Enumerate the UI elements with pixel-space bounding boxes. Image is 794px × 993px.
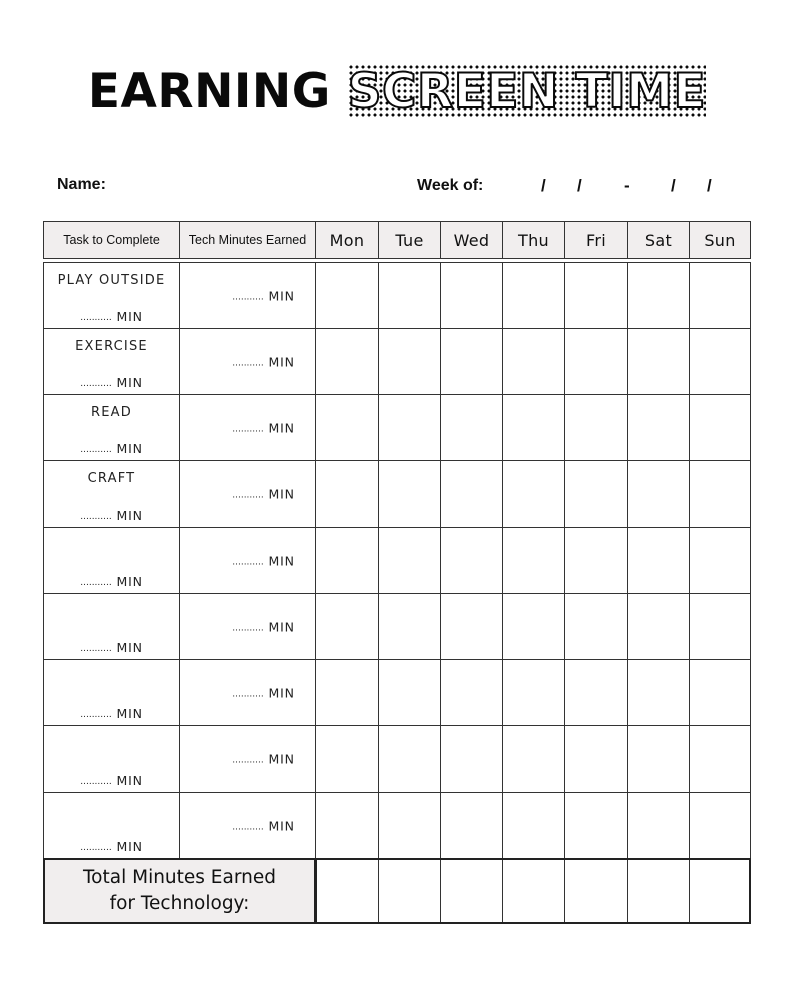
day-checkbox-wed[interactable] (440, 725, 503, 793)
day-checkbox-wed[interactable] (440, 262, 503, 329)
min-unit: MIN (116, 441, 143, 456)
day-checkbox-thu[interactable] (502, 460, 565, 528)
day-checkbox-sun[interactable] (689, 460, 751, 528)
tech-minutes-blank (180, 619, 315, 634)
day-checkbox-sun[interactable] (689, 593, 751, 660)
min-unit: MIN (116, 839, 143, 854)
day-checkbox-wed[interactable] (440, 527, 503, 594)
blank-dots: ........... (232, 292, 264, 302)
min-unit: MIN (268, 751, 295, 767)
blank-dots: ........... (232, 623, 264, 633)
day-checkbox-sat[interactable] (627, 527, 690, 594)
min-unit: MIN (116, 309, 143, 324)
blank-dots: ........... (80, 512, 112, 522)
day-checkbox-sun[interactable] (689, 262, 751, 329)
day-checkbox-sun[interactable] (689, 725, 751, 793)
min-unit: MIN (268, 619, 295, 634)
day-checkbox-sat[interactable] (627, 262, 690, 329)
blank-dots: ........... (232, 689, 264, 699)
min-unit: MIN (268, 486, 295, 502)
tech-minutes-cell[interactable] (179, 394, 316, 461)
task-cell[interactable] (43, 593, 180, 660)
task-name: PLAY OUTSIDE (57, 273, 166, 288)
day-checkbox-wed[interactable] (440, 394, 503, 461)
min-unit: MIN (268, 420, 295, 435)
day-checkbox-thu[interactable] (502, 328, 565, 395)
min-unit: MIN (116, 706, 143, 721)
name-label: Name: (57, 176, 106, 193)
day-checkbox-sun[interactable] (689, 394, 751, 461)
task-minutes-blank (44, 309, 179, 324)
task-cell[interactable] (43, 792, 180, 859)
day-checkbox-fri[interactable] (564, 792, 628, 859)
blank-dots: ........... (80, 777, 112, 787)
day-checkbox-wed[interactable] (440, 460, 503, 528)
min-unit: MIN (268, 685, 295, 700)
day-checkbox-sun[interactable] (689, 792, 751, 859)
min-unit: MIN (116, 773, 143, 788)
total-label-line2: for Technology: (109, 893, 250, 914)
task-name: READ (91, 405, 132, 420)
day-checkbox-sat[interactable] (627, 460, 690, 528)
task-minutes-blank (44, 441, 179, 456)
total-row-border (315, 858, 751, 924)
day-checkbox-mon[interactable] (315, 792, 379, 859)
blank-dots: ........... (232, 822, 264, 832)
day-checkbox-tue[interactable] (378, 593, 441, 660)
day-checkbox-sat[interactable] (627, 792, 690, 859)
page-title (0, 62, 794, 122)
tech-minutes-cell[interactable] (179, 527, 316, 594)
day-checkbox-mon[interactable] (315, 328, 379, 395)
task-minutes-blank (44, 839, 179, 854)
tech-minutes-blank (180, 354, 315, 369)
day-checkbox-mon[interactable] (315, 659, 379, 726)
date-separator: / (707, 176, 712, 195)
header-task-to-complete: Task to Complete (43, 221, 180, 259)
day-checkbox-sun[interactable] (689, 659, 751, 726)
day-checkbox-thu[interactable] (502, 593, 565, 660)
task-cell[interactable] (43, 527, 180, 594)
tech-minutes-cell[interactable] (179, 593, 316, 660)
tech-minutes-blank (180, 818, 315, 833)
blank-dots: ........... (80, 313, 112, 323)
blank-dots: ........... (80, 644, 112, 654)
day-checkbox-thu[interactable] (502, 394, 565, 461)
task-minutes-blank (44, 773, 179, 788)
day-checkbox-wed[interactable] (440, 792, 503, 859)
task-cell[interactable] (43, 328, 180, 395)
day-checkbox-fri[interactable] (564, 593, 628, 660)
date-separator: / (577, 176, 582, 195)
day-checkbox-thu[interactable] (502, 659, 565, 726)
day-checkbox-wed[interactable] (440, 659, 503, 726)
tech-minutes-blank (180, 420, 315, 435)
title-earning: EARNING (87, 64, 331, 119)
day-checkbox-mon[interactable] (315, 394, 379, 461)
min-unit: MIN (116, 508, 143, 523)
day-checkbox-sat[interactable] (627, 725, 690, 793)
tech-minutes-cell[interactable] (179, 262, 316, 329)
task-minutes-blank (44, 375, 179, 390)
task-minutes-blank (44, 640, 179, 655)
task-cell[interactable] (43, 262, 180, 329)
day-checkbox-mon[interactable] (315, 725, 379, 793)
task-name: CRAFT (87, 471, 136, 486)
min-unit: MIN (268, 354, 295, 369)
tech-minutes-cell[interactable] (179, 460, 316, 528)
min-unit: MIN (116, 640, 143, 655)
day-checkbox-mon[interactable] (315, 460, 379, 528)
blank-dots: ........... (80, 578, 112, 588)
task-minutes-blank (44, 508, 179, 523)
day-checkbox-tue[interactable] (378, 460, 441, 528)
day-checkbox-sun[interactable] (689, 328, 751, 395)
day-checkbox-mon[interactable] (315, 527, 379, 594)
day-checkbox-sat[interactable] (627, 394, 690, 461)
day-checkbox-wed[interactable] (440, 328, 503, 395)
day-checkbox-thu[interactable] (502, 262, 565, 329)
total-label-line1: Total Minutes Earned (83, 867, 276, 888)
min-unit: MIN (268, 288, 295, 303)
blank-dots: ........... (80, 379, 112, 389)
min-unit: MIN (116, 375, 143, 390)
day-checkbox-sat[interactable] (627, 593, 690, 660)
date-separator: / (671, 176, 676, 195)
day-checkbox-sat[interactable] (627, 328, 690, 395)
day-checkbox-wed[interactable] (440, 593, 503, 660)
task-minutes-blank (44, 574, 179, 589)
task-cell[interactable] (43, 659, 180, 726)
tech-minutes-blank (180, 685, 315, 700)
day-checkbox-fri[interactable] (564, 659, 628, 726)
day-checkbox-fri[interactable] (564, 460, 628, 528)
blank-dots: ........... (232, 490, 264, 501)
day-checkbox-mon[interactable] (315, 593, 379, 660)
total-label-text (83, 865, 276, 917)
header-day-mon: Mon (315, 221, 379, 259)
day-checkbox-tue[interactable] (378, 792, 441, 859)
tech-minutes-blank (180, 487, 315, 502)
blank-dots: ........... (80, 843, 112, 853)
tech-minutes-blank (180, 553, 315, 568)
tech-minutes-cell[interactable] (179, 328, 316, 395)
min-unit: MIN (268, 553, 295, 568)
header-day-thu: Thu (502, 221, 565, 259)
day-checkbox-thu[interactable] (502, 792, 565, 859)
header-day-tue: Tue (378, 221, 441, 259)
day-checkbox-sun[interactable] (689, 527, 751, 594)
blank-dots: ........... (232, 358, 264, 368)
header-day-sat: Sat (627, 221, 690, 259)
task-minutes-blank (44, 706, 179, 721)
day-checkbox-tue[interactable] (378, 725, 441, 793)
day-checkbox-mon[interactable] (315, 262, 379, 329)
title-screen-time: SCREEN TIME (347, 64, 707, 119)
day-checkbox-thu[interactable] (502, 527, 565, 594)
day-checkbox-fri[interactable] (564, 394, 628, 461)
header-day-wed: Wed (440, 221, 503, 259)
task-cell[interactable] (43, 725, 180, 793)
day-checkbox-tue[interactable] (378, 527, 441, 594)
date-separator: / (541, 176, 546, 195)
week-of-label: Week of: (417, 177, 484, 194)
day-checkbox-tue[interactable] (378, 659, 441, 726)
day-checkbox-fri[interactable] (564, 725, 628, 793)
blank-dots: ........... (80, 710, 112, 720)
tech-minutes-cell[interactable] (179, 659, 316, 726)
tech-minutes-blank (180, 752, 315, 767)
date-separator: - (624, 176, 630, 195)
blank-dots: ........... (80, 445, 112, 455)
blank-dots: ........... (232, 755, 264, 766)
day-checkbox-tue[interactable] (378, 328, 441, 395)
task-name: EXERCISE (75, 339, 148, 354)
task-cell[interactable] (43, 460, 180, 528)
min-unit: MIN (268, 818, 295, 833)
day-checkbox-fri[interactable] (564, 262, 628, 329)
total-minutes-label (43, 858, 316, 924)
header-day-sun: Sun (689, 221, 751, 259)
day-checkbox-thu[interactable] (502, 725, 565, 793)
day-checkbox-fri[interactable] (564, 527, 628, 594)
header-tech-minutes-earned: Tech Minutes Earned (179, 221, 316, 259)
day-checkbox-tue[interactable] (378, 262, 441, 329)
tech-minutes-cell[interactable] (179, 725, 316, 793)
day-checkbox-fri[interactable] (564, 328, 628, 395)
header-day-fri: Fri (564, 221, 628, 259)
blank-dots: ........... (232, 424, 264, 434)
blank-dots: ........... (232, 557, 264, 567)
tech-minutes-blank (180, 288, 315, 303)
min-unit: MIN (116, 574, 143, 589)
task-cell[interactable] (43, 394, 180, 461)
day-checkbox-sat[interactable] (627, 659, 690, 726)
day-checkbox-tue[interactable] (378, 394, 441, 461)
tech-minutes-cell[interactable] (179, 792, 316, 859)
